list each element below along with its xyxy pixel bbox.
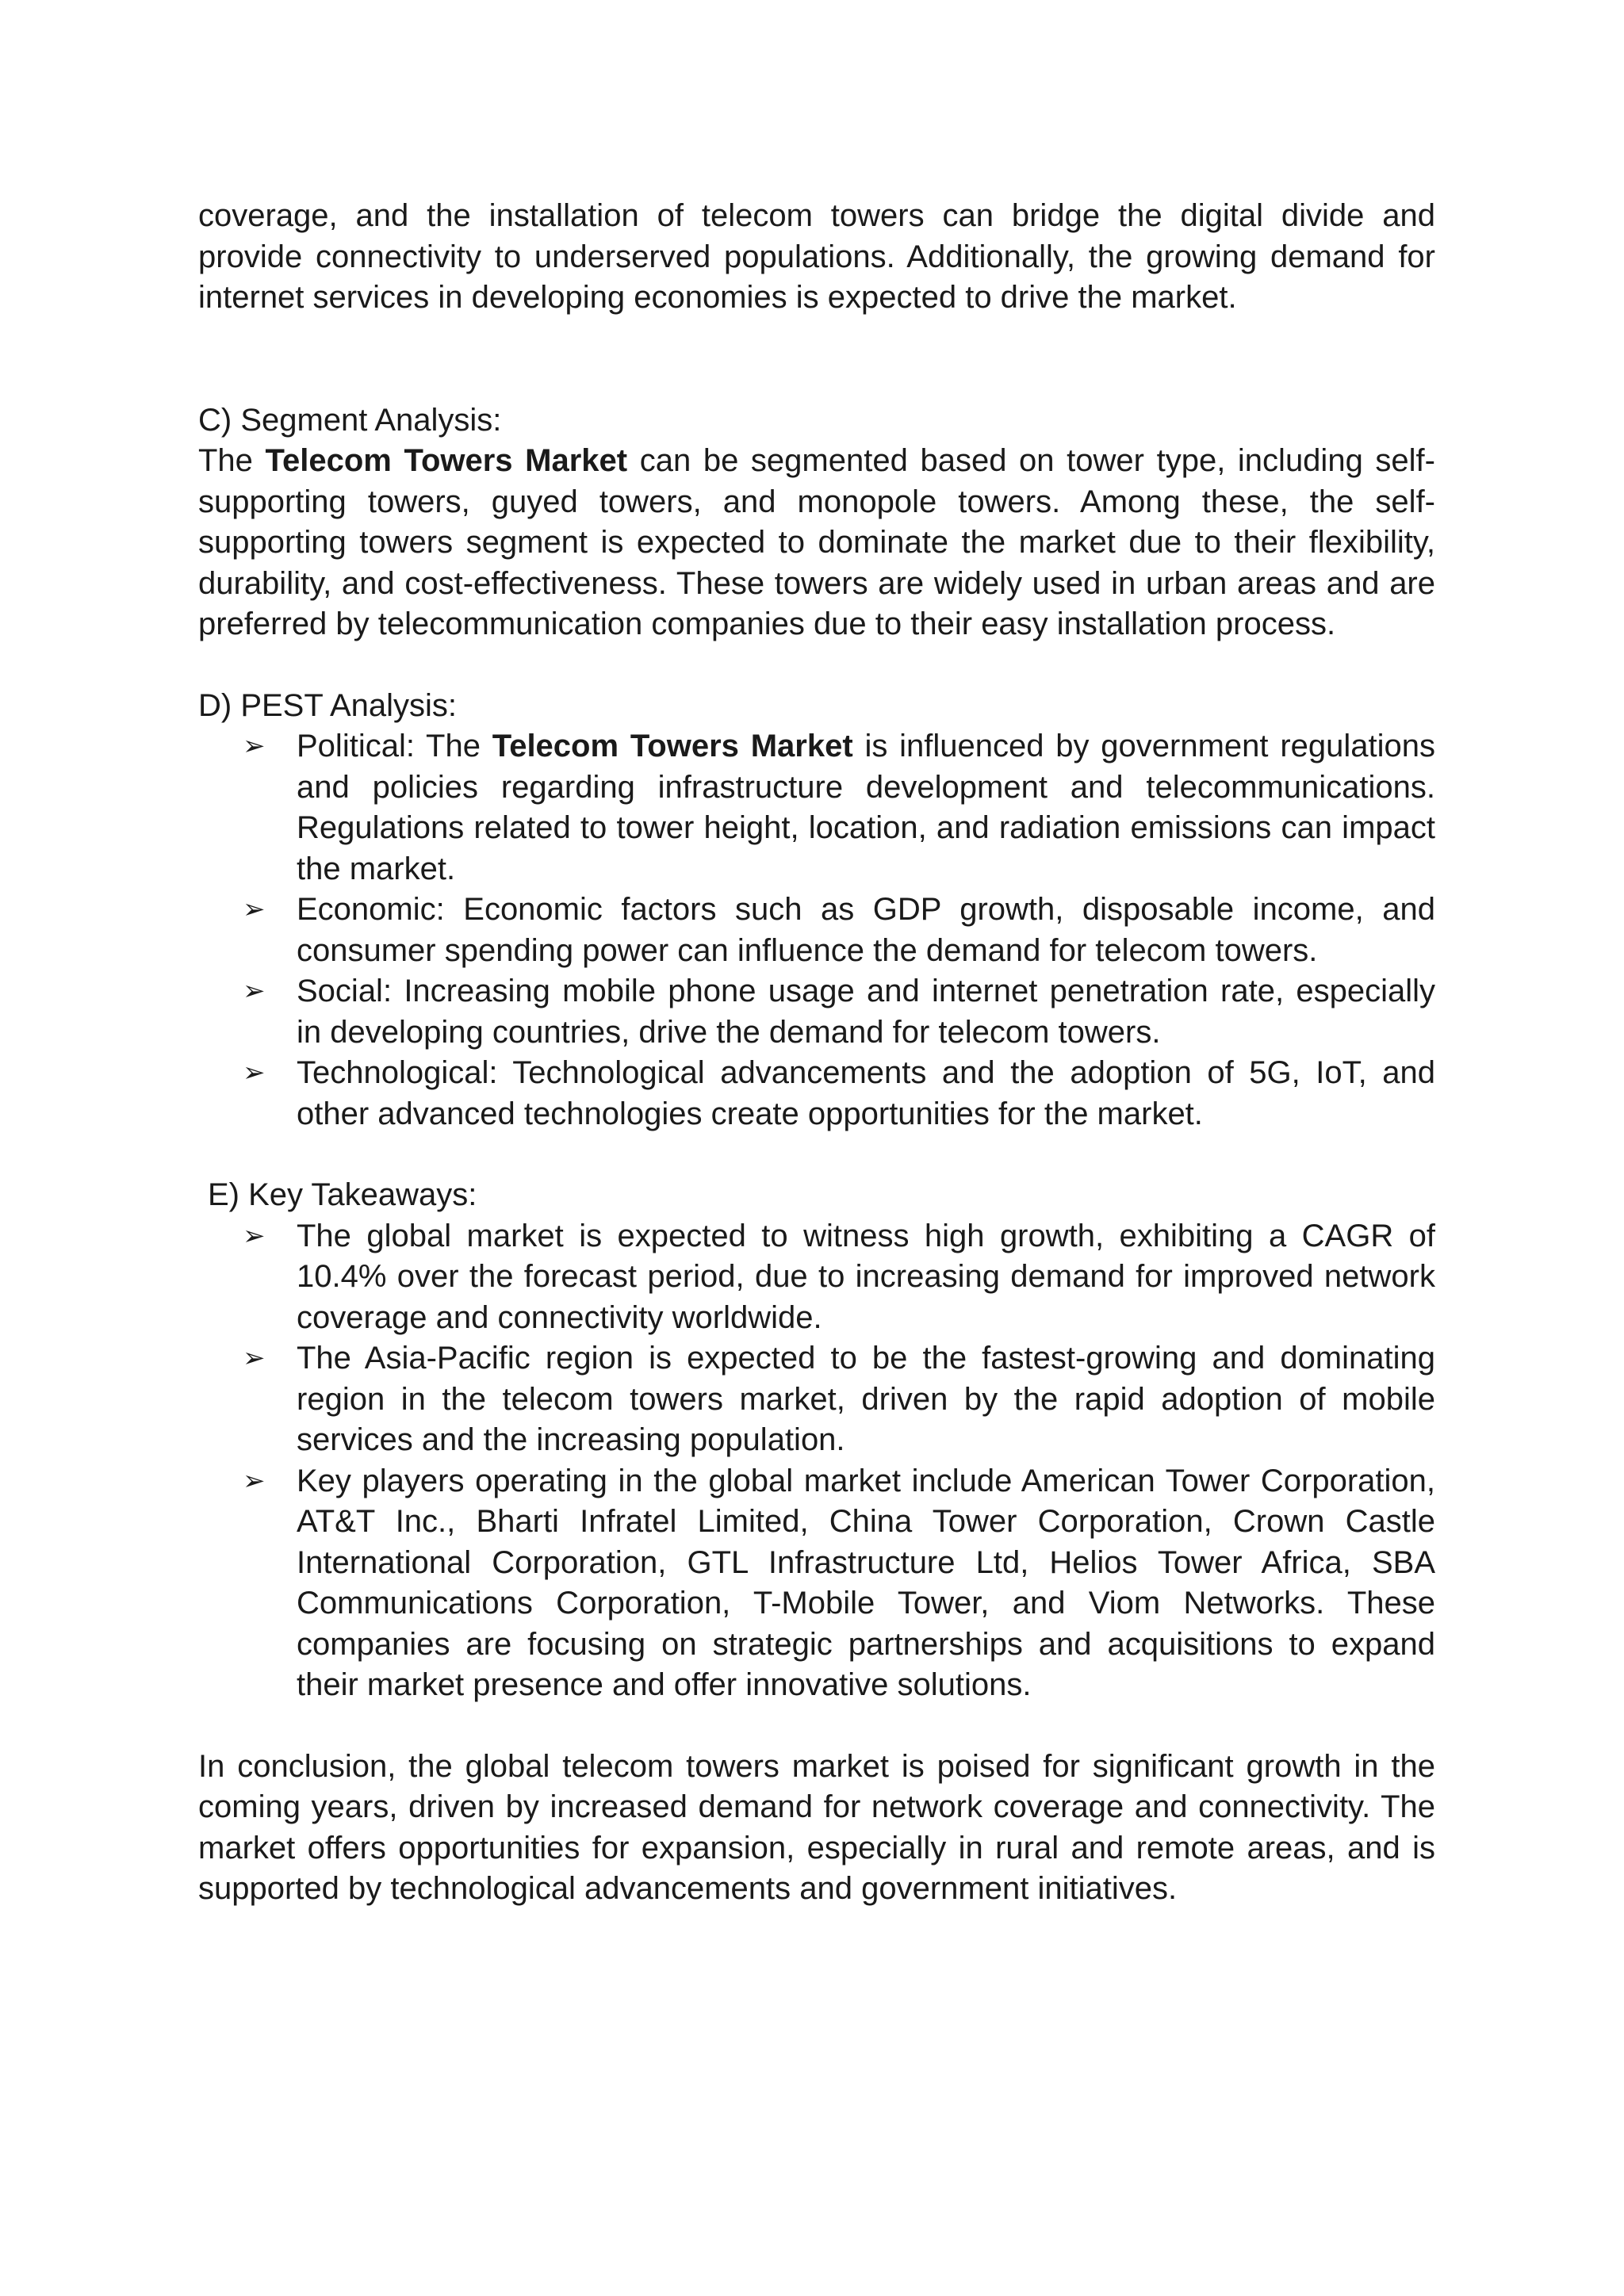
section-spacer: [198, 319, 1435, 400]
pest-item-economic: [243, 890, 1435, 971]
segment-text-pre: The: [198, 443, 266, 478]
arrow-bullet-icon: ➢: [243, 1464, 266, 1497]
takeaway-item: [243, 1461, 1435, 1706]
pest-item-technological: [243, 1053, 1435, 1135]
takeaway-text: The Asia-Pacific region is expected to be the fastest-growing and dominating region in the telecom towers market, driven by the rapid adoption of mobile services and the increasing population.: [297, 1341, 1435, 1457]
arrow-bullet-icon: ➢: [243, 730, 266, 762]
section-spacer: [198, 1706, 1435, 1747]
pest-social-text: Social: Increasing mobile phone usage and internet penetration rate, especially in developing countries, drive the demand for telecom towers.: [297, 974, 1435, 1050]
arrow-bullet-icon: ➢: [243, 1342, 266, 1374]
pest-political-bold-term: Telecom Towers Market: [492, 729, 853, 763]
pest-political-pre: Political: The: [297, 729, 492, 763]
section-spacer: [198, 1135, 1435, 1175]
arrow-bullet-icon: ➢: [243, 1057, 266, 1089]
segment-analysis-heading: C) Segment Analysis:: [198, 402, 502, 438]
key-takeaways-heading: E) Key Takeaways:: [208, 1177, 477, 1212]
intro-paragraph: coverage, and the installation of telecom towers can bridge the digital divide and provide connectivity to underserved populations. Additionally, the growing demand for internet services in developing economies is expected to drive the market.: [198, 198, 1435, 315]
arrow-bullet-icon: ➢: [243, 894, 266, 925]
section-spacer: [198, 645, 1435, 686]
takeaway-item: [243, 1338, 1435, 1461]
pest-list: [198, 726, 1435, 1135]
segment-bold-term: Telecom Towers Market: [265, 443, 628, 478]
takeaway-text: Key players operating in the global market include American Tower Corporation, AT&T Inc., Bharti Infratel Limited, China Tower Corporation, Crown Castle International Corporation, GTL Infrastructure Ltd, Helios Tower Africa, SBA Communications Corporation, T-Mobile Tower, and Viom Networks. These companies are focusing on strategic partnerships and acquisitions to expand their market presence and offer innovative solutions.: [297, 1463, 1435, 1702]
takeaway-item: [243, 1216, 1435, 1339]
takeaway-text: The global market is expected to witness high growth, exhibiting a CAGR of 10.4% over the forecast period, due to increasing demand for improved network coverage and connectivity worldwide.: [297, 1218, 1435, 1335]
arrow-bullet-icon: ➢: [243, 1219, 266, 1252]
pest-item-social: [243, 971, 1435, 1053]
pest-technological-text: Technological: Technological advancements and the adoption of 5G, IoT, and other advanced technologies create opportunities for the market.: [297, 1055, 1435, 1131]
arrow-bullet-icon: ➢: [243, 975, 266, 1007]
conclusion-paragraph: In conclusion, the global telecom towers market is poised for significant growth in the coming years, driven by increased demand for network coverage and connectivity. The market offers opportunities for expansion, especially in rural and remote areas, and is supported by technological advancements and government initiatives.: [198, 1748, 1435, 1906]
pest-item-political: [243, 726, 1436, 890]
segment-text-post: can be segmented based on tower type, including self-supporting towers, guyed towers, and monopole towers. Among these, the self-supporting towers segment is expected to dominate the market due to their flexibility, durability, and cost-effectiveness. These towers are widely used in urban areas and are preferred by telecommunication companies due to their easy installation process.: [198, 443, 1435, 641]
segment-analysis-paragraph: [198, 441, 1435, 645]
pest-economic-text: Economic: Economic factors such as GDP growth, disposable income, and consumer spending power can influence the demand for telecom towers.: [297, 892, 1435, 968]
pest-political-post: is influenced by government regulations and policies regarding infrastructure development and telecommunications. Regulations related to tower height, location, and radiation emissions can impact the market.: [297, 729, 1436, 886]
takeaways-list: [198, 1216, 1435, 1706]
pest-analysis-heading: D) PEST Analysis:: [198, 687, 458, 723]
page-content: [198, 196, 1435, 1910]
